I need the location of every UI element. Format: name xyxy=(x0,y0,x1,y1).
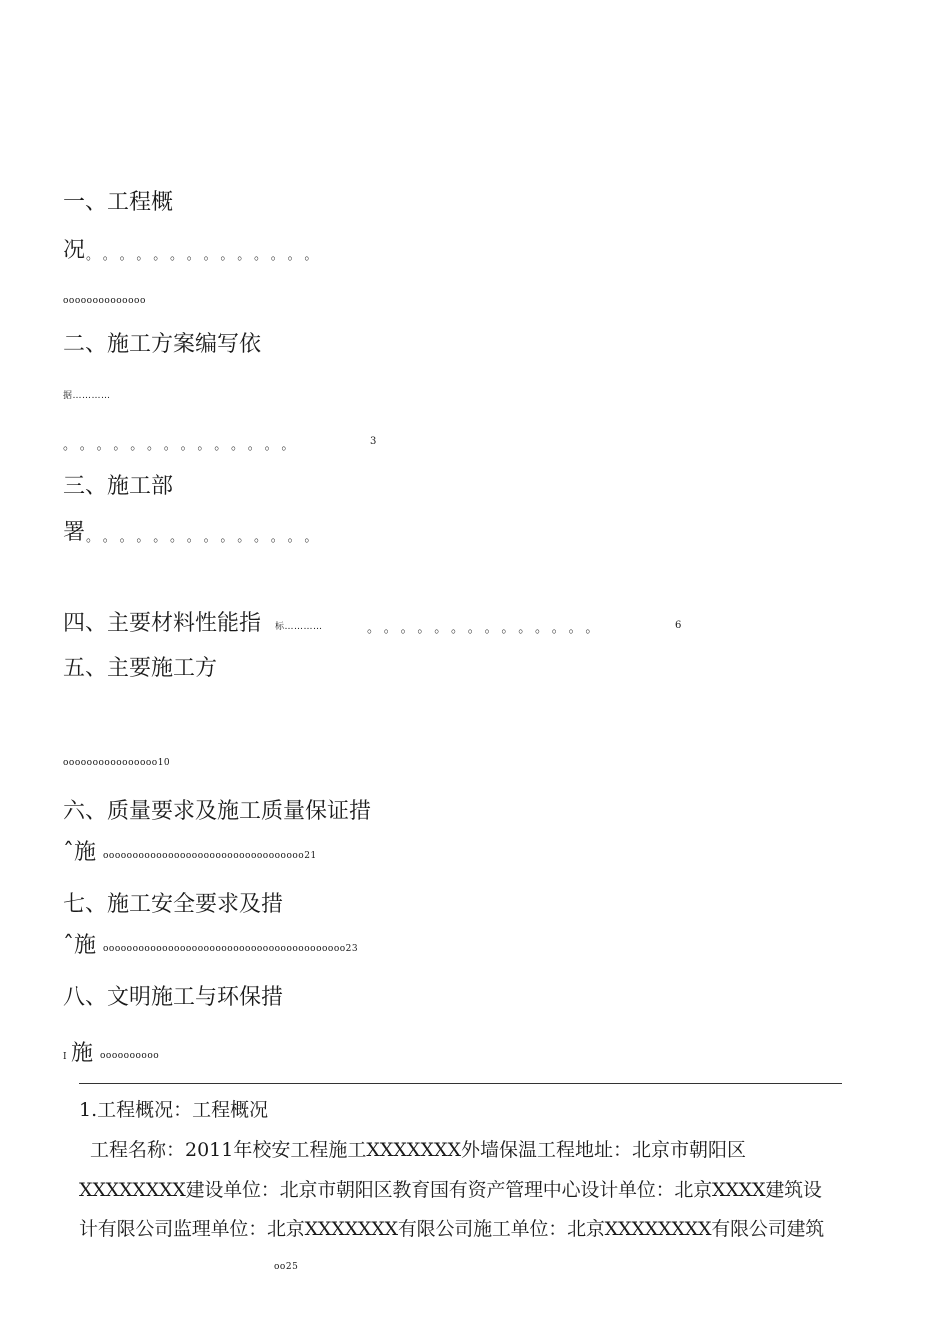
toc-leader-small: oooooooooooooooo10 xyxy=(63,758,171,768)
body-paragraph-line: XXXXXXXX建设单位：北京市朝阳区教育国有资产管理中心设计单位：北京XXXX建筑设 xyxy=(79,1179,822,1201)
toc-section-3-continuation: 署 xyxy=(63,520,86,545)
toc-section-2-title: 二、施工方案编写依 xyxy=(63,332,262,357)
toc-section-3-title: 三、施工部 xyxy=(63,474,174,499)
toc-section-7-title: 七、施工安全要求及措 xyxy=(63,892,284,917)
toc-leader-dots: 。。。。。。。。。。。。。。 xyxy=(86,530,328,545)
toc-leader-small: 据………… xyxy=(63,391,111,401)
toc-leader-dots: 。。。。。。。。。。。。。。 xyxy=(367,621,609,636)
toc-leader-small: oooooooooooooooooooooooooooooooooo21 xyxy=(103,851,317,861)
body-paragraph-line: 工程名称：2011年校安工程施工XXXXXXX外墙保温工程地址：北京市朝阳区 xyxy=(90,1139,747,1161)
toc-leader-small: ooooooooooooooooooooooooooooooooooooooooo23 xyxy=(103,944,359,954)
footer-page-mark: oo25 xyxy=(274,1262,299,1272)
toc-section-4-title: 四、主要材料性能指 xyxy=(63,611,262,636)
toc-mark: I xyxy=(63,1052,68,1062)
divider xyxy=(79,1083,842,1084)
toc-section-8-title: 八、文明施工与环保措 xyxy=(63,985,284,1010)
toc-leader-small: oooooooooo xyxy=(100,1051,160,1061)
toc-leader-small: oooooooooooooo xyxy=(63,296,146,306)
toc-section-1-continuation: 况 xyxy=(63,238,86,263)
body-paragraph-line: 计有限公司监理单位：北京XXXXXXX有限公司施工单位：北京XXXXXXXX有限公司建筑 xyxy=(79,1218,825,1240)
toc-page-number: 3 xyxy=(370,436,377,447)
toc-section-6-continuation: ˆ施 xyxy=(63,840,97,865)
toc-section-1-title: 一、工程概 xyxy=(63,190,174,215)
toc-section-7-continuation: ˆ施 xyxy=(63,933,97,958)
toc-leader-small: 标………… xyxy=(275,622,323,632)
toc-leader-dots: 。。。。。。。。。。。。。。 xyxy=(63,438,305,453)
toc-section-8-continuation: 施 xyxy=(71,1041,94,1066)
toc-leader-dots: 。。。。。。。。。。。。。。 xyxy=(86,248,328,263)
toc-section-5-title: 五、主要施工方 xyxy=(63,656,218,681)
section-heading: 1.工程概况：工程概况 xyxy=(79,1099,269,1121)
toc-page-number: 6 xyxy=(675,620,682,631)
toc-section-6-title: 六、质量要求及施工质量保证措 xyxy=(63,799,372,824)
